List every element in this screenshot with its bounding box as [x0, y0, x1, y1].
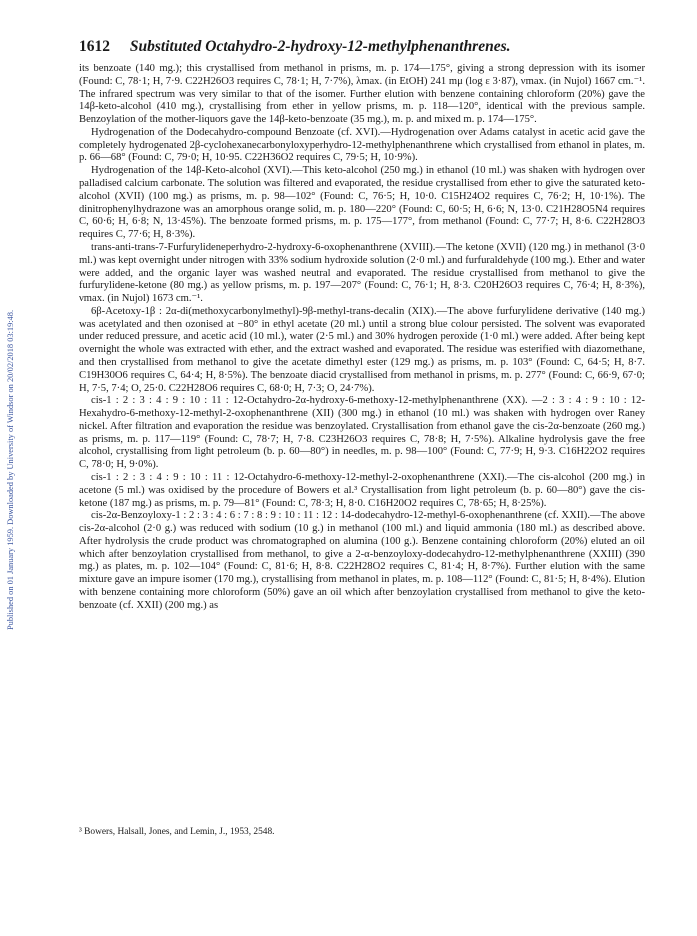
- paragraph-1: Hydrogenation of the Dodecahydro-compound Benzoate (cf. XVI).—Hydrogenation over Adams catalyst in acetic acid gave the completely hydrogenated 2β-cyclohexanecarbonyloxyperhydro-12-methylphenanthrene which crystallised from ethanol in plates, m. p. 66—68° (Found: C, 79·0; H, 10·95. C22H36O2 requires C, 79·5; H, 10·9%).: [79, 126, 645, 164]
- paragraph-4: 6β-Acetoxy-1β : 2α-di(methoxycarbonylmethyl)-9β-methyl-trans-decalin (XIX).—The above furfurylidene derivative (140 mg.) was acetylated and then ozonised at −80° in ethyl acetate (20 ml.) until a strong blue colour persisted. The solvent was evaporated under reduced pressure, and acetic acid (10 ml.), water (2·5 ml.) and 30% hydrogen peroxide (1·0 ml.) were added. After being kept overnight the whole was extracted with ether, and the extract washed and evaporated. The residue was esterified with diazomethane, and then crystallised from methanol to give the acetate dimethyl ester (129 mg.) as prisms, m. p. 103° (Found: C, 64·5; H, 8·7. C19H30O6 requires C, 64·4; H, 8·5%). The benzoate diacid crystallised from methanol in prisms, m. p. 277° (Found: C, 66·9, 67·0; H, 7·5, 7·4; O, 25·0. C22H28O6 requires C, 68·0; H, 7·3; O, 24·7%).: [79, 305, 645, 394]
- page-header: [79, 38, 639, 56]
- paragraph-0: its benzoate (140 mg.); this crystallised from methanol in prisms, m. p. 174—175°, giving a strong depression with its isomer (Found: C, 78·1; H, 7·9. C22H26O3 requires C, 78·1; H, 7·7%), λmax. (in EtOH) 241 mμ (log ε 3·87), νmax. (in Nujol) 1667 cm.⁻¹. The infrared spectrum was very similar to that of the isomer. Further elution with benzene containing chloroform (20%) gave the 14β-keto-alcohol (410 mg.), crystallising from ether in yellow prisms, m. p. 118—120°, identical with the previous sample. Benzoylation of the mother-liquors gave the 14β-keto-benzoate (35 mg.), m. p. and mixed m. p. 174—175°.: [79, 63, 645, 126]
- page-number: 1612: [79, 38, 110, 55]
- article-body: [79, 63, 645, 613]
- publication-watermark: Published on 01 January 1959. Downloaded by University of Windsor on 20/02/2018 03:19:48.: [6, 309, 15, 631]
- running-title: Substituted Octahydro-2-hydroxy-12-methylphenanthrenes.: [129, 38, 511, 55]
- paragraph-2: Hydrogenation of the 14β-Keto-alcohol (XVI).—This keto-alcohol (250 mg.) in ethanol (10 ml.) was shaken with hydrogen over palladised calcium carbonate. The solution was filtered and evaporated, the residue crystallised from ether to give the saturated keto-alcohol (XVII) (100 mg.) as prisms, m. p. 98—102° (Found: C, 76·5; H, 10·0. C15H24O2 requires C, 76·2; H, 10·1%). The dinitrophenylhydrazone was an amorphous orange solid, m. p. 180—220° (Found: C, 60·5; H, 6·6; N, 13·0. C21H28O5N4 requires C, 60·6; H, 6·8; N, 13·45%). The benzoate formed prisms, m. p. 175—177°, from methanol (Found: C, 77·7; H, 8·6. C22H28O3 requires C, 77·6; H, 8·3%).: [79, 165, 645, 241]
- paragraph-6: cis-1 : 2 : 3 : 4 : 9 : 10 : 11 : 12-Octahydro-6-methoxy-12-methyl-2-oxophenanthrene (XXI).—The cis-alcohol (200 mg.) in acetone (5 ml.) was oxidised by the procedure of Bowers et al.³ Crystallisation from light petroleum (b. p. 60—80°) gave the cis-ketone (187 mg.) as prisms, m. p. 79—81° (Found: C, 78·3; H, 8·0. C16H20O2 requires C, 78·65; H, 8·25%).: [79, 472, 645, 509]
- footnote: ³ Bowers, Halsall, Jones, and Lemin, J., 1953, 2548.: [79, 827, 275, 837]
- paragraph-7: cis-2α-Benzoyloxy-1 : 2 : 3 : 4 : 6 : 7 : 8 : 9 : 10 : 11 : 12 : 14-dodecahydro-12-methyl-6-oxophenanthrene (cf. XXII).—The above cis-2α-alcohol (2·0 g.) was reduced with sodium (10 g.) in methanol (100 ml.) and liquid ammonia (180 ml.) as described above. After hydrolysis the crude product was chromatographed on alumina (100 g.). Benzene containing chloroform (20%) eluted an oil which after benzoylation crystallised from methanol, to give a 2-α-benzoyloxy-dodecahydro-12-methylphenanthrene (XXIII) (390 mg.) as plates, m. p. 102—104° (Found: C, 81·6; H, 8·8. C22H28O2 requires C, 81·4; H, 8·7%). Further elution with the same mixture gave an impure isomer (170 mg.), crystallising from methanol in plates, m. p. 108—112° (Found: C, 81·5; H, 8·4%). Elution with benzene containing more chloroform (50%) gave an oil which after benzoylation crystallised from methanol to give the keto-benzoate (cf. XXII) (200 mg.) as: [79, 510, 645, 611]
- paragraph-3: trans-anti-trans-7-Furfurylideneperhydro-2-hydroxy-6-oxophenanthrene (XVIII).—The ketone (XVII) (120 mg.) in methanol (3·0 ml.) was kept overnight under nitrogen with 33% sodium hydroxide solution (2·0 ml.) and furfuraldehyde (100 mg.). Ether and water were added, and the organic layer was washed neutral and evaporated. The residue crystallised from methanol to give the furfurylidene-ketone (80 mg.) as yellow prisms, m. p. 197—207° (Found: C, 76·1; H, 8·3. C20H26O3 requires C, 76·4; H, 8·3%), νmax. (in Nujol) 1673 cm.⁻¹.: [79, 241, 645, 305]
- paragraph-5: cis-1 : 2 : 3 : 4 : 9 : 10 : 11 : 12-Octahydro-2α-hydroxy-6-methoxy-12-methylphenanthrene (XX). —2 : 3 : 4 : 9 : 10 : 12-Hexahydro-6-methoxy-12-methyl-2-oxophenanthrene (XII) (300 mg.) in ethanol (10 ml.) was shaken with hydrogen over Raney nickel. After filtration and evaporation the residue was benzoylated. Crystallisation from ethanol gave the cis-2α-benzoate (260 mg.) as prisms, m. p. 117—119° (Found: C, 78·7; H, 7·8. C23H26O3 requires C, 78·8; H, 7·5%). Alkaline hydrolysis gave the free alcohol, crystallising from light petroleum (b. p. 60—80°) in needles, m. p. 98—100° (Found: C, 77·9; H, 9·3. C16H22O2 requires C, 78·0; H, 9·0%).: [79, 395, 645, 471]
